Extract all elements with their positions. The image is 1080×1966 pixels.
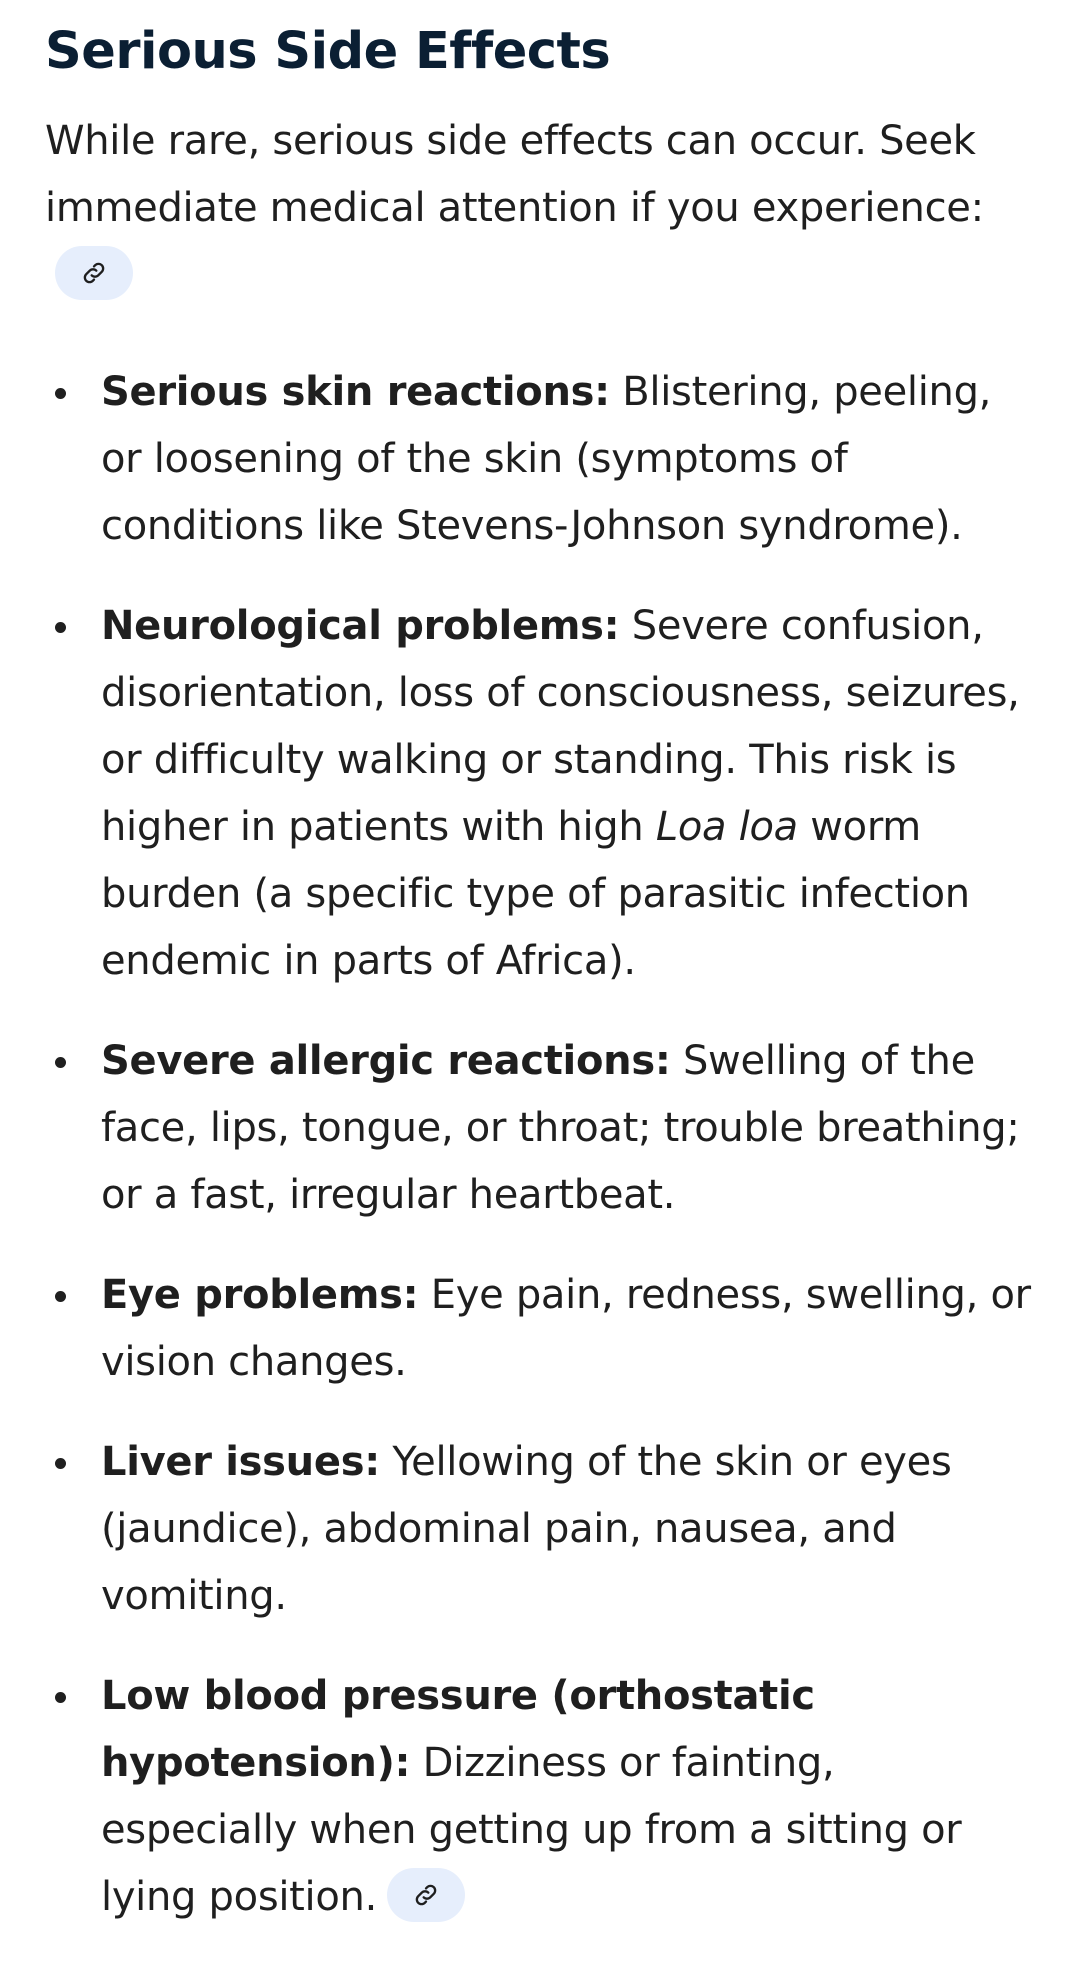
item-term: Liver issues:	[101, 1439, 380, 1485]
item-description: Severe confusion, disorientation, loss of consciousness, seizures, or difficulty walking or standing. This risk is higher in patients with high	[101, 603, 1020, 850]
list-item	[45, 359, 1035, 560]
item-description-end: worm burden (a specific type of parasitic infection endemic in parts of Africa).	[101, 804, 970, 984]
list-item	[45, 1262, 1035, 1396]
intro-text: While rare, serious side effects can occur. Seek immediate medical attention if you experience:	[45, 118, 984, 231]
section-title: Serious Side Effects	[45, 22, 611, 81]
item-description: Blistering, peeling, or loosening of the skin (symptoms of conditions like Stevens-Johnson syndrome).	[101, 369, 992, 549]
item-description: Dizziness or fainting, especially when getting up from a sitting or lying position.	[101, 1740, 962, 1920]
item-term: Eye problems:	[101, 1272, 419, 1318]
item-description-italic: Loa loa	[655, 804, 798, 850]
list-item	[45, 593, 1035, 995]
item-description: Yellowing of the skin or eyes (jaundice), abdominal pain, nausea, and vomiting.	[101, 1439, 952, 1619]
source-link-chip[interactable]	[387, 1868, 465, 1922]
item-description: Swelling of the face, lips, tongue, or throat; trouble breathing; or a fast, irregular heartbeat.	[101, 1038, 1020, 1218]
item-description: Eye pain, redness, swelling, or vision changes.	[101, 1272, 1031, 1385]
side-effects-list	[45, 359, 1035, 1931]
intro-paragraph	[45, 108, 1035, 309]
list-item	[45, 1663, 1035, 1931]
item-term: Neurological problems:	[101, 603, 620, 649]
link-icon	[80, 259, 108, 287]
list-item	[45, 1028, 1035, 1229]
list-item	[45, 1429, 1035, 1630]
item-term: Serious skin reactions:	[101, 369, 610, 415]
item-term: Low blood pressure (orthostatic hypotension):	[101, 1673, 815, 1786]
link-icon	[412, 1881, 440, 1909]
source-link-chip[interactable]	[55, 246, 133, 300]
item-term: Severe allergic reactions:	[101, 1038, 671, 1084]
